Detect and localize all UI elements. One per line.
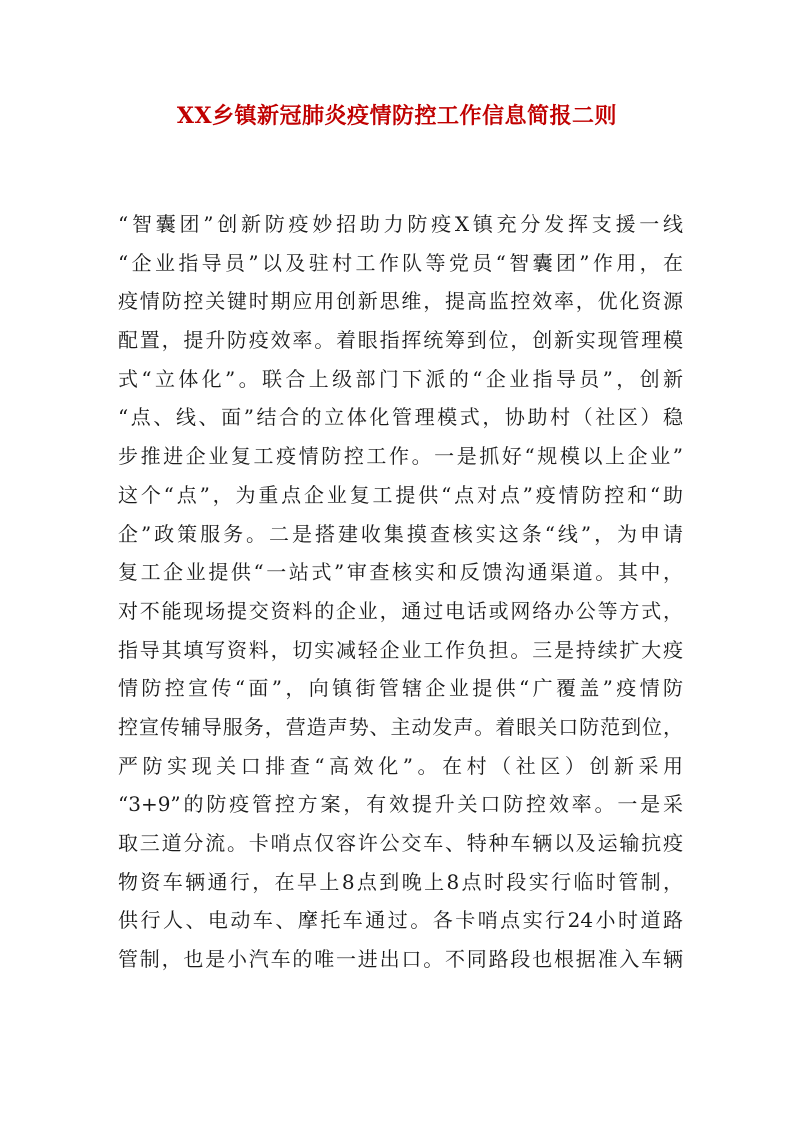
body-line: 物资车辆通行，在早上8点到晚上8点时段实行临时管制， — [118, 869, 683, 894]
body-line: 控宣传辅导服务，营造声势、主动发声。着眼关口防范到位， — [118, 714, 683, 739]
body-line: “企业指导员”以及驻村工作队等党员“智囊团”作用，在 — [118, 250, 683, 275]
body-line: 严防实现关口排查“高效化”。在村（社区）创新采用 — [118, 753, 683, 778]
body-line: 指导其填写资料，切实减轻企业工作负担。三是持续扩大疫 — [118, 637, 683, 662]
body-line: 步推进企业复工疫情防控工作。一是抓好“规模以上企业” — [118, 444, 683, 469]
body-line: 疫情防控关键时期应用创新思维，提高监控效率，优化资源 — [118, 289, 683, 314]
body-line: 情防控宣传“面”，向镇街管辖企业提供“广覆盖”疫情防 — [118, 676, 683, 701]
body-line: “智囊团”创新防疫妙招助力防疫X镇充分发挥支援一线 — [118, 212, 683, 236]
body-line: 式“立体化”。联合上级部门下派的“企业指导员”，创新 — [118, 366, 683, 391]
body-line: 复工企业提供“一站式”审查核实和反馈沟通渠道。其中， — [118, 560, 683, 585]
body-line: 供行人、电动车、摩托车通过。各卡哨点实行24小时道路 — [118, 908, 683, 933]
body-line: 取三道分流。卡哨点仅容许公交车、特种车辆以及运输抗疫 — [118, 831, 683, 855]
body-line: 配置，提升防疫效率。着眼指挥统筹到位，创新实现管理模 — [118, 328, 683, 353]
body-line: “3+9”的防疫管控方案，有效提升关口防控效率。一是采 — [118, 792, 683, 817]
body-line: 这个“点”，为重点企业复工提供“点对点”疫情防控和“助 — [118, 482, 683, 507]
body-line: 管制，也是小汽车的唯一进出口。不同路段也根据准入车辆 — [118, 947, 683, 972]
body-line: “点、线、面”结合的立体化管理模式，协助村（社区）稳 — [118, 405, 683, 430]
document-title: XX乡镇新冠肺炎疫情防控工作信息简报二则 — [176, 103, 618, 129]
document-body — [118, 205, 683, 979]
body-line: 对不能现场提交资料的企业，通过电话或网络办公等方式， — [118, 598, 683, 623]
body-line: 企”政策服务。二是搭建收集摸查核实这条“线”，为申请 — [118, 521, 683, 546]
